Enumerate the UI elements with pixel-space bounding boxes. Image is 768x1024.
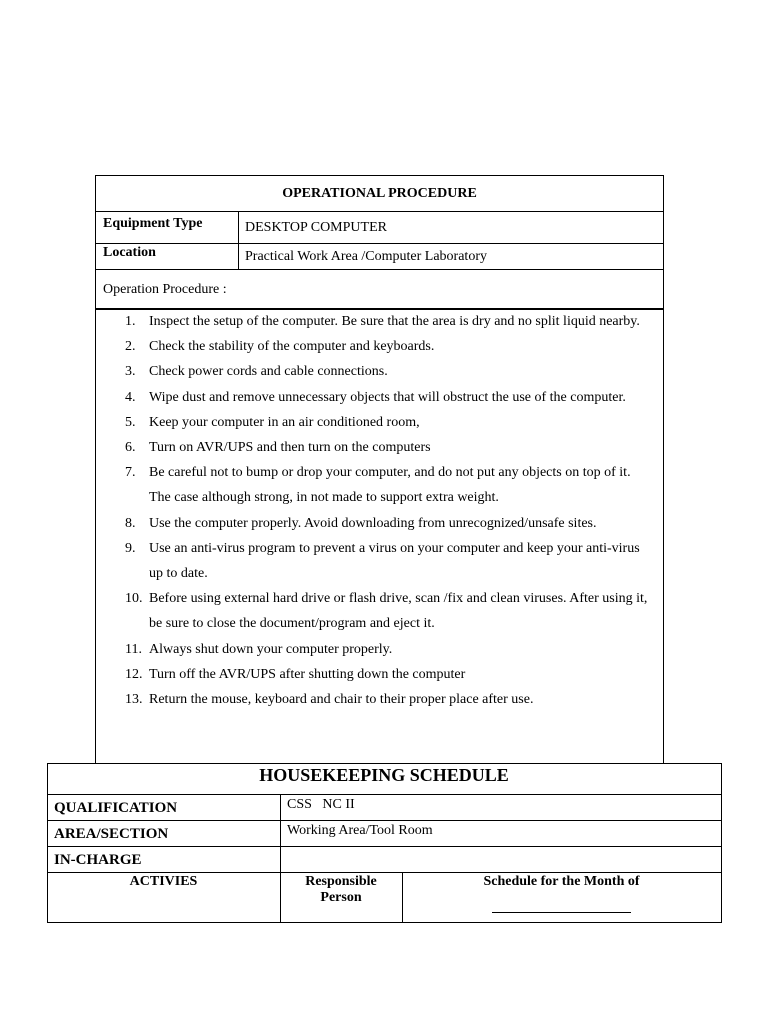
location-label: Location bbox=[103, 245, 156, 260]
list-item: 4. Wipe dust and remove unnecessary objects that will obstruct the use of the computer. bbox=[125, 389, 626, 405]
list-item: 9. Use an anti-virus program to prevent a virus on your computer and keep your anti-virus up to date. bbox=[125, 540, 640, 582]
housekeeping-title: HOUSEKEEPING SCHEDULE bbox=[259, 765, 509, 785]
responsible-person-header: Responsible Person bbox=[305, 874, 377, 905]
schedule-month-header: Schedule for the Month of bbox=[483, 874, 640, 889]
list-item: 6. Turn on AVR/UPS and then turn on the computers bbox=[125, 440, 431, 456]
activities-header: ACTIVIES bbox=[129, 874, 198, 889]
list-item: 3. Check power cords and cable connections. bbox=[125, 364, 388, 380]
area-section-label: AREA/SECTION bbox=[54, 826, 169, 842]
list-item: 1. Inspect the setup of the computer. Be sure that the area is dry and no split liquid nearby. bbox=[125, 314, 640, 329]
procedure-steps-list bbox=[125, 309, 655, 712]
area-section-value: Working Area/Tool Room bbox=[287, 823, 433, 838]
list-item: 5. Keep your computer in an air conditioned room, bbox=[125, 414, 420, 430]
in-charge-label: IN-CHARGE bbox=[54, 852, 142, 868]
procedure-title: OPERATIONAL PROCEDURE bbox=[282, 186, 477, 201]
equipment-type-label: Equipment Type bbox=[103, 216, 203, 231]
qualification-value: CSS NC II bbox=[287, 797, 355, 812]
list-item: 12. Turn off the AVR/UPS after shutting down the computer bbox=[125, 666, 466, 682]
list-item: 7. Be careful not to bump or drop your computer, and do not put any objects on top of it. The case although strong, in not made to support extra weight. bbox=[125, 465, 631, 506]
month-blank-line bbox=[492, 912, 631, 913]
equipment-type-value: DESKTOP COMPUTER bbox=[245, 220, 387, 235]
location-value: Practical Work Area /Computer Laboratory bbox=[245, 249, 487, 264]
list-item: 8. Use the computer properly. Avoid downloading from unrecognized/unsafe sites. bbox=[125, 515, 597, 531]
list-item: 2. Check the stability of the computer and keyboards. bbox=[125, 339, 435, 355]
operation-procedure-label: Operation Procedure : bbox=[103, 282, 227, 297]
list-item: 11. Always shut down your computer properly. bbox=[125, 641, 393, 657]
list-item: 13. Return the mouse, keyboard and chair to their proper place after use. bbox=[125, 692, 534, 708]
qualification-label: QUALIFICATION bbox=[54, 800, 178, 816]
list-item: 10. Before using external hard drive or flash drive, scan /fix and clean viruses. After using it, be sure to close the document/program and eject it. bbox=[125, 591, 648, 632]
